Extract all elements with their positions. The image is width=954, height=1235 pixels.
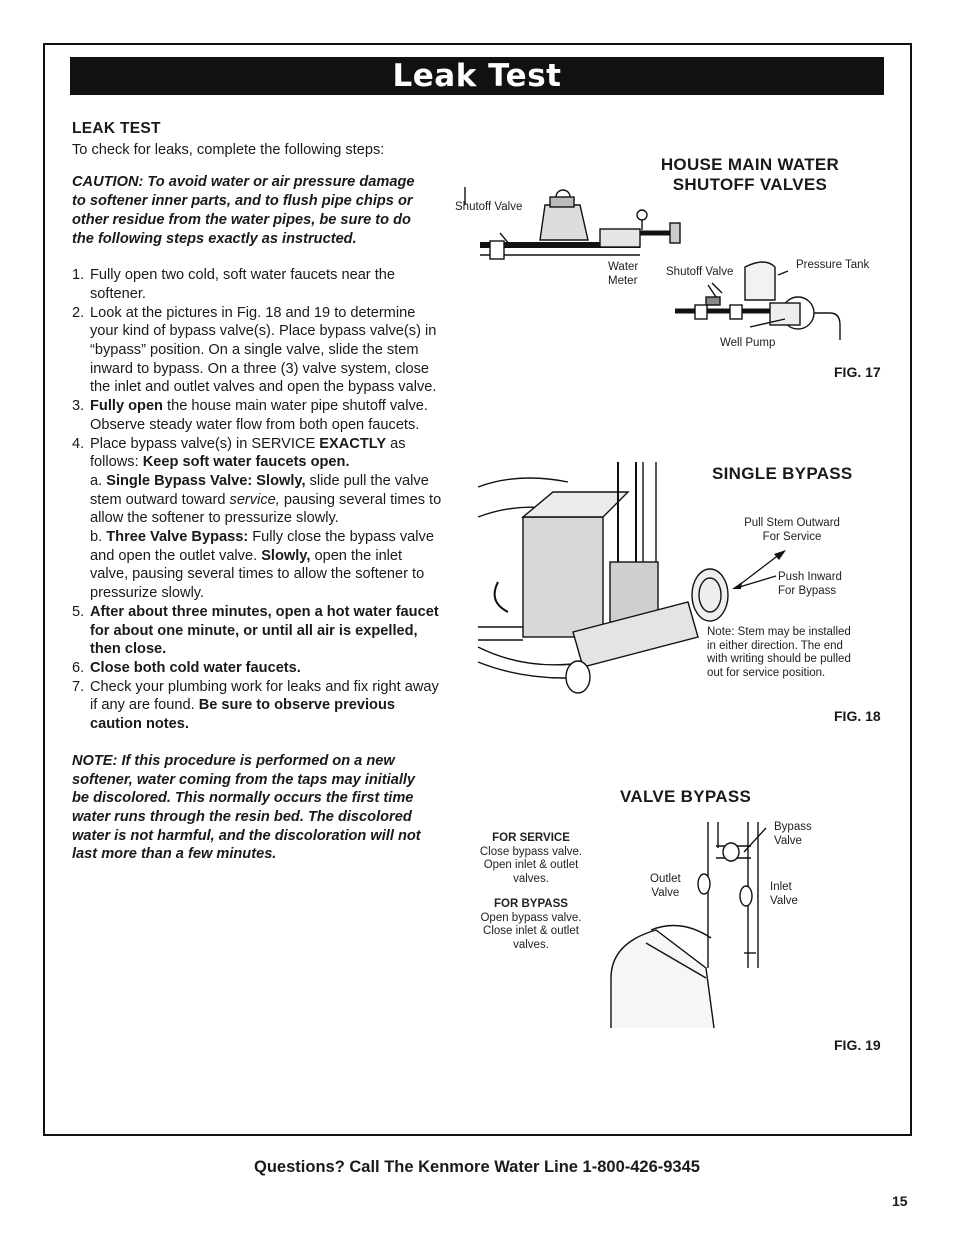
page-title: Leak Test bbox=[70, 57, 884, 95]
valve-bypass-illustration bbox=[606, 818, 781, 1030]
fig17-meter-label: Meter bbox=[608, 275, 638, 287]
well-pump-illustration bbox=[670, 255, 860, 345]
fig18-pull-label: Pull Stem Outward For Service bbox=[744, 517, 840, 543]
fig19-bypass-valve-label: Bypass Valve bbox=[774, 821, 812, 847]
note-text: NOTE: If this procedure is performed on a new softener, water coming from the taps may initially be discolored. This normally occurs the first time water runs through the resin bed. The discolored water is not harmful, and the discoloration will not last more than a few minutes. bbox=[72, 752, 421, 863]
step-1: 1. Fully open two cold, soft water faucets near the softener. bbox=[72, 267, 396, 302]
fig18-title: SINGLE BYPASS bbox=[712, 464, 853, 483]
section-heading: LEAK TEST bbox=[72, 120, 161, 137]
fig18-note: Note: Stem may be installed in either direction. The end with writing should be pulled out for service position. bbox=[707, 626, 851, 679]
step-7: 7. Check your plumbing work for leaks and fix right away if any are found. Be sure to observe previous caution notes. bbox=[72, 678, 439, 733]
pull-arrow-icon bbox=[734, 548, 790, 588]
fig19-inlet-valve-label: Inlet Valve bbox=[770, 881, 798, 907]
fig18-label: FIG. 18 bbox=[834, 708, 881, 724]
fig17-shutoff-valve-2-label: Shutoff Valve bbox=[666, 266, 734, 278]
page-number: 15 bbox=[892, 1193, 908, 1209]
fig19-label: FIG. 19 bbox=[834, 1037, 881, 1053]
fig17-pressure-tank-label: Pressure Tank bbox=[796, 259, 870, 271]
step-4: 4. Place bypass valve(s) in SERVICE EXACTLY as follows: Keep soft water faucets open. a. Single Bypass Valve: Slowly, slide pull the valve stem outward toward service, pausing several times to allow the softener to pressurize slowly. b. Three Valve Bypass: Fully close the bypass valve and open the outlet valve. Slowly, open the inlet valve, pausing several times to allow the softener to pressurize slowly. bbox=[72, 435, 442, 602]
footer-helpline: Questions? Call The Kenmore Water Line 1-800-426-9345 bbox=[254, 1158, 700, 1176]
single-bypass-illustration bbox=[478, 462, 738, 692]
leak-test-instructions bbox=[72, 120, 444, 864]
fig17-well-pump-label: Well Pump bbox=[720, 337, 776, 349]
fig17-shutoff-valve-label: Shutoff Valve bbox=[455, 201, 523, 213]
fig17-label: FIG. 17 bbox=[834, 364, 881, 380]
fig19-outlet-valve-label: Outlet Valve bbox=[650, 873, 681, 899]
fig17-title: HOUSE MAIN WATER SHUTOFF VALVES bbox=[660, 155, 840, 194]
fig19-title: VALVE BYPASS bbox=[620, 787, 752, 806]
fig17-water-label: Water bbox=[608, 261, 639, 273]
step-2: 2. Look at the pictures in Fig. 18 and 19 to determine your kind of bypass valve(s). Place bypass valve(s) in “bypass” position. On a single valve, slide the stem inward to bypass. On a three (3) valve system, close the inlet and outlet valves and open the bypass valve. bbox=[72, 304, 437, 396]
fig19-bypass-instructions: FOR BYPASS Open bypass valve. Close inlet & outlet valves. bbox=[480, 898, 582, 951]
intro-text: To check for leaks, complete the following steps: bbox=[72, 141, 385, 158]
step-5: 5. After about three minutes, open a hot water faucet for about one minute, or until all air is expelled, then close. bbox=[72, 603, 439, 658]
step-6: 6. Close both cold water faucets. bbox=[72, 659, 301, 676]
fig19-service-instructions: FOR SERVICE Close bypass valve. Open inlet & outlet valves. bbox=[479, 832, 583, 885]
caution-text: CAUTION: To avoid water or air pressure damage to softener inner parts, and to flush pipe chips or other residue from the water pipes, be sure to do the following steps exactly as instructed. bbox=[72, 174, 415, 247]
step-3: 3. Fully open the house main water pipe shutoff valve. Observe steady water flow from both open faucets. bbox=[72, 398, 428, 433]
fig18-push-label: Push Inward For Bypass bbox=[778, 571, 842, 597]
steps-list bbox=[72, 266, 444, 734]
